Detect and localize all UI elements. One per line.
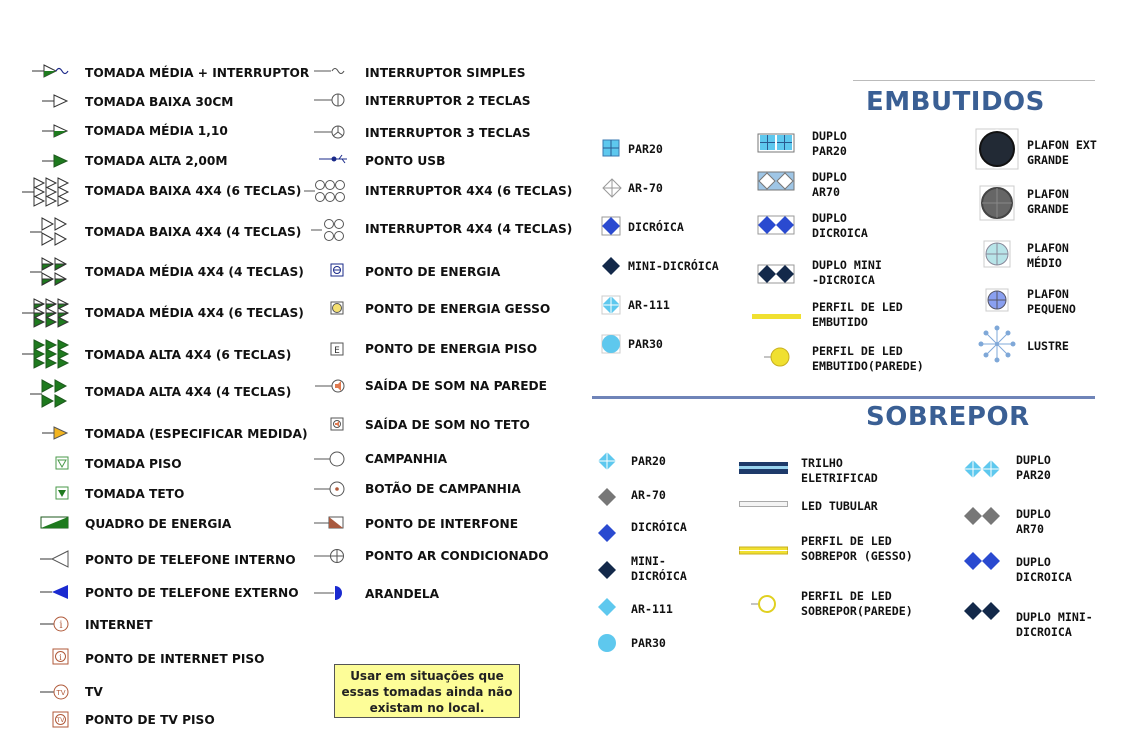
three-key-switch-icon	[313, 124, 347, 140]
double-ar70-surface-icon	[963, 506, 1001, 526]
fixture-label: PERFIL DE LED EMBUTIDO	[812, 300, 903, 329]
double-par20-recessed-icon	[757, 133, 795, 153]
internet-icon	[38, 615, 72, 633]
mini-dicroica-surface-icon	[597, 560, 617, 580]
socket-4x4-4-high-icon	[28, 378, 72, 410]
switch-4x4-4-icon	[310, 215, 348, 245]
socket-4x4-6-low-icon	[20, 176, 72, 208]
legend-label: TOMADA MÉDIA 4X4 (4 TECLAS)	[85, 265, 304, 279]
legend-label: PONTO DE TELEFONE INTERNO	[85, 553, 296, 567]
socket-switch-icon	[30, 62, 72, 80]
ceiling-socket-icon	[55, 486, 69, 500]
svg-text:i: i	[59, 620, 63, 631]
fixture-label: PAR30	[628, 337, 663, 351]
legend-label: INTERRUPTOR SIMPLES	[365, 66, 526, 80]
fixture-label: MINI-DICRÓICA	[628, 259, 719, 273]
svg-text:E: E	[334, 346, 340, 356]
embutidos-title: EMBUTIDOS	[866, 87, 1045, 117]
legend-label: SAÍDA DE SOM NA PAREDE	[365, 379, 548, 393]
legend-label: TOMADA PISO	[85, 457, 182, 471]
led-profile-plaster-icon	[739, 546, 789, 556]
socket-mid-icon	[40, 122, 70, 140]
usb-icon	[318, 153, 350, 165]
dicroica-recessed-icon	[601, 216, 621, 236]
plafon-small-icon	[985, 288, 1009, 312]
power-point-icon	[330, 263, 344, 277]
fixture-label: AR-70	[628, 181, 663, 195]
legend-label: TOMADA BAIXA 4X4 (4 TECLAS)	[85, 225, 302, 239]
sobrepor-title: SOBREPOR	[866, 402, 1030, 432]
wall-speaker-icon	[314, 378, 346, 394]
legend-label: TOMADA MÉDIA + INTERRUPTOR	[85, 66, 310, 80]
fixture-label: AR-111	[631, 602, 673, 616]
svg-text:TV: TV	[56, 717, 65, 724]
simple-switch-icon	[313, 64, 347, 78]
socket-low-icon	[40, 92, 70, 110]
fixture-label: PLAFON MÉDIO	[1027, 241, 1069, 270]
fixture-label: TRILHO ELETRIFICAD	[801, 456, 878, 485]
floor-socket-icon	[55, 456, 69, 470]
usage-note: Usar em situações que essas tomadas ainda não existam no local.	[334, 664, 520, 718]
par20-recessed-icon	[602, 139, 620, 157]
legend-label: INTERNET	[85, 618, 153, 632]
ar70-recessed-icon	[602, 178, 622, 198]
internal-phone-icon	[38, 549, 70, 569]
floor-internet-icon	[52, 648, 70, 666]
power-panel-icon	[40, 516, 70, 530]
legend-label: TOMADA (ESPECIFICAR MEDIDA)	[85, 427, 308, 441]
fixture-label: PLAFON PEQUENO	[1027, 287, 1076, 316]
legend-label: TOMADA MÉDIA 4X4 (6 TECLAS)	[85, 306, 304, 320]
legend-label: PONTO DE ENERGIA	[365, 265, 501, 279]
fixture-label: AR-111	[628, 298, 670, 312]
mini-dicroica-recessed-icon	[601, 256, 621, 276]
legend-label: PONTO DE TV PISO	[85, 713, 215, 727]
plafon-ext-large-icon	[975, 128, 1019, 170]
socket-4x4-4-low-icon	[28, 216, 72, 248]
legend-label: BOTÃO DE CAMPANHIA	[365, 482, 521, 496]
fixture-label: DUPLO PAR20	[1016, 453, 1051, 482]
double-mini-dicroica-surface-icon	[963, 601, 1001, 621]
par20-surface-icon	[597, 451, 617, 471]
doorbell-icon	[313, 451, 347, 467]
plafon-large-icon	[979, 185, 1015, 221]
wall-sconce-icon	[313, 585, 347, 601]
fixture-label: PERFIL DE LED SOBREPOR(PAREDE)	[801, 589, 913, 618]
fixture-label: PERFIL DE LED EMBUTIDO(PAREDE)	[812, 344, 924, 373]
legend-label: PONTO DE ENERGIA PISO	[365, 342, 538, 356]
legend-label: INTERRUPTOR 4X4 (6 TECLAS)	[365, 184, 573, 198]
par30-recessed-icon	[601, 334, 621, 354]
fixture-label: AR-70	[631, 488, 666, 502]
section-divider	[592, 396, 1095, 399]
legend-label: TOMADA ALTA 2,00M	[85, 154, 228, 168]
legend-label: TOMADA BAIXA 30CM	[85, 95, 234, 109]
legend-label: TOMADA BAIXA 4X4 (6 TECLAS)	[85, 184, 302, 198]
legend-label: TOMADA ALTA 4X4 (6 TECLAS)	[85, 348, 292, 362]
fixture-label: PLAFON EXT GRANDE	[1027, 138, 1097, 167]
fixture-label: PERFIL DE LED SOBREPOR (GESSO)	[801, 534, 913, 563]
fixture-label: PLAFON GRANDE	[1027, 187, 1069, 216]
switch-4x4-6-icon	[303, 176, 349, 206]
legend-label: TOMADA TETO	[85, 487, 185, 501]
led-profile-wall-recessed-icon	[763, 346, 791, 368]
fixture-label: DICRÓICA	[631, 520, 687, 534]
tv-icon	[38, 683, 72, 701]
socket-4x4-4-mid-icon	[28, 256, 72, 288]
legend-label: INTERRUPTOR 2 TECLAS	[365, 94, 531, 108]
ar111-recessed-icon	[601, 295, 621, 315]
double-ar70-recessed-icon	[757, 171, 795, 191]
double-dicroica-surface-icon	[963, 551, 1001, 571]
socket-custom-icon	[40, 424, 70, 442]
legend-label: INTERRUPTOR 4X4 (4 TECLAS)	[365, 222, 573, 236]
svg-text:i: i	[59, 653, 62, 662]
dicroica-surface-icon	[597, 523, 617, 543]
legend-label: QUADRO DE ENERGIA	[85, 517, 232, 531]
fixture-label: LUSTRE	[1027, 339, 1069, 353]
external-phone-icon	[38, 583, 70, 601]
double-dicroica-recessed-icon	[757, 215, 795, 235]
led-profile-recessed-icon	[752, 313, 802, 321]
fixture-label: DUPLO DICROICA	[1016, 555, 1072, 584]
legend-label: PONTO DE ENERGIA GESSO	[365, 302, 551, 316]
legend-label: TOMADA MÉDIA 1,10	[85, 124, 228, 138]
electrified-track-icon	[739, 461, 789, 475]
legend-label: TOMADA ALTA 4X4 (4 TECLAS)	[85, 385, 292, 399]
air-conditioning-icon	[313, 548, 347, 564]
legend-label: SAÍDA DE SOM NO TETO	[365, 418, 530, 432]
legend-label: PONTO AR CONDICIONADO	[365, 549, 549, 563]
fixture-label: DUPLO AR70	[1016, 507, 1051, 536]
fixture-label: DUPLO DICROICA	[812, 211, 868, 240]
fixture-label: DUPLO MINI- DICROICA	[1016, 610, 1093, 639]
plaster-power-point-icon	[330, 301, 344, 315]
intercom-icon	[313, 515, 347, 531]
fixture-label: MINI- DICRÓICA	[631, 554, 687, 583]
legend-label: PONTO DE INTERFONE	[365, 517, 519, 531]
legend-label: ARANDELA	[365, 587, 440, 601]
fixture-label: DUPLO MINI -DICROICA	[812, 258, 882, 287]
legend-label: PONTO DE TELEFONE EXTERNO	[85, 586, 299, 600]
fixture-label: DUPLO PAR20	[812, 129, 847, 158]
legend-label: INTERRUPTOR 3 TECLAS	[365, 126, 531, 140]
fixture-label: PAR30	[631, 636, 666, 650]
fixture-label: PAR20	[631, 454, 666, 468]
double-mini-dicroica-recessed-icon	[757, 264, 795, 284]
floor-power-point-icon	[330, 342, 344, 356]
divider	[853, 80, 1095, 81]
fixture-label: DUPLO AR70	[812, 170, 847, 199]
fixture-label: LED TUBULAR	[801, 499, 878, 513]
floor-tv-icon	[52, 711, 70, 729]
legend-label: PONTO USB	[365, 154, 446, 168]
ar111-surface-icon	[597, 597, 617, 617]
socket-high-icon	[40, 152, 70, 170]
two-key-switch-icon	[313, 92, 347, 108]
double-par20-surface-icon	[963, 459, 1001, 479]
legend-label: CAMPANHIA	[365, 452, 448, 466]
par30-surface-icon	[597, 633, 617, 653]
ar70-surface-icon	[597, 487, 617, 507]
legend-label: PONTO DE INTERNET PISO	[85, 652, 265, 666]
fixture-label: PAR20	[628, 142, 663, 156]
svg-text:TV: TV	[56, 689, 66, 697]
chandelier-icon	[977, 324, 1017, 364]
socket-4x4-6-high-icon	[20, 338, 72, 370]
led-profile-wall-surface-icon	[750, 593, 780, 615]
doorbell-button-icon	[313, 481, 347, 497]
socket-4x4-6-mid-icon	[20, 297, 72, 329]
fixture-label: DICRÓICA	[628, 220, 684, 234]
legend-label: TV	[85, 685, 103, 699]
ceiling-speaker-icon	[330, 417, 344, 431]
plafon-medium-icon	[983, 240, 1011, 268]
tubular-led-icon	[739, 500, 789, 508]
